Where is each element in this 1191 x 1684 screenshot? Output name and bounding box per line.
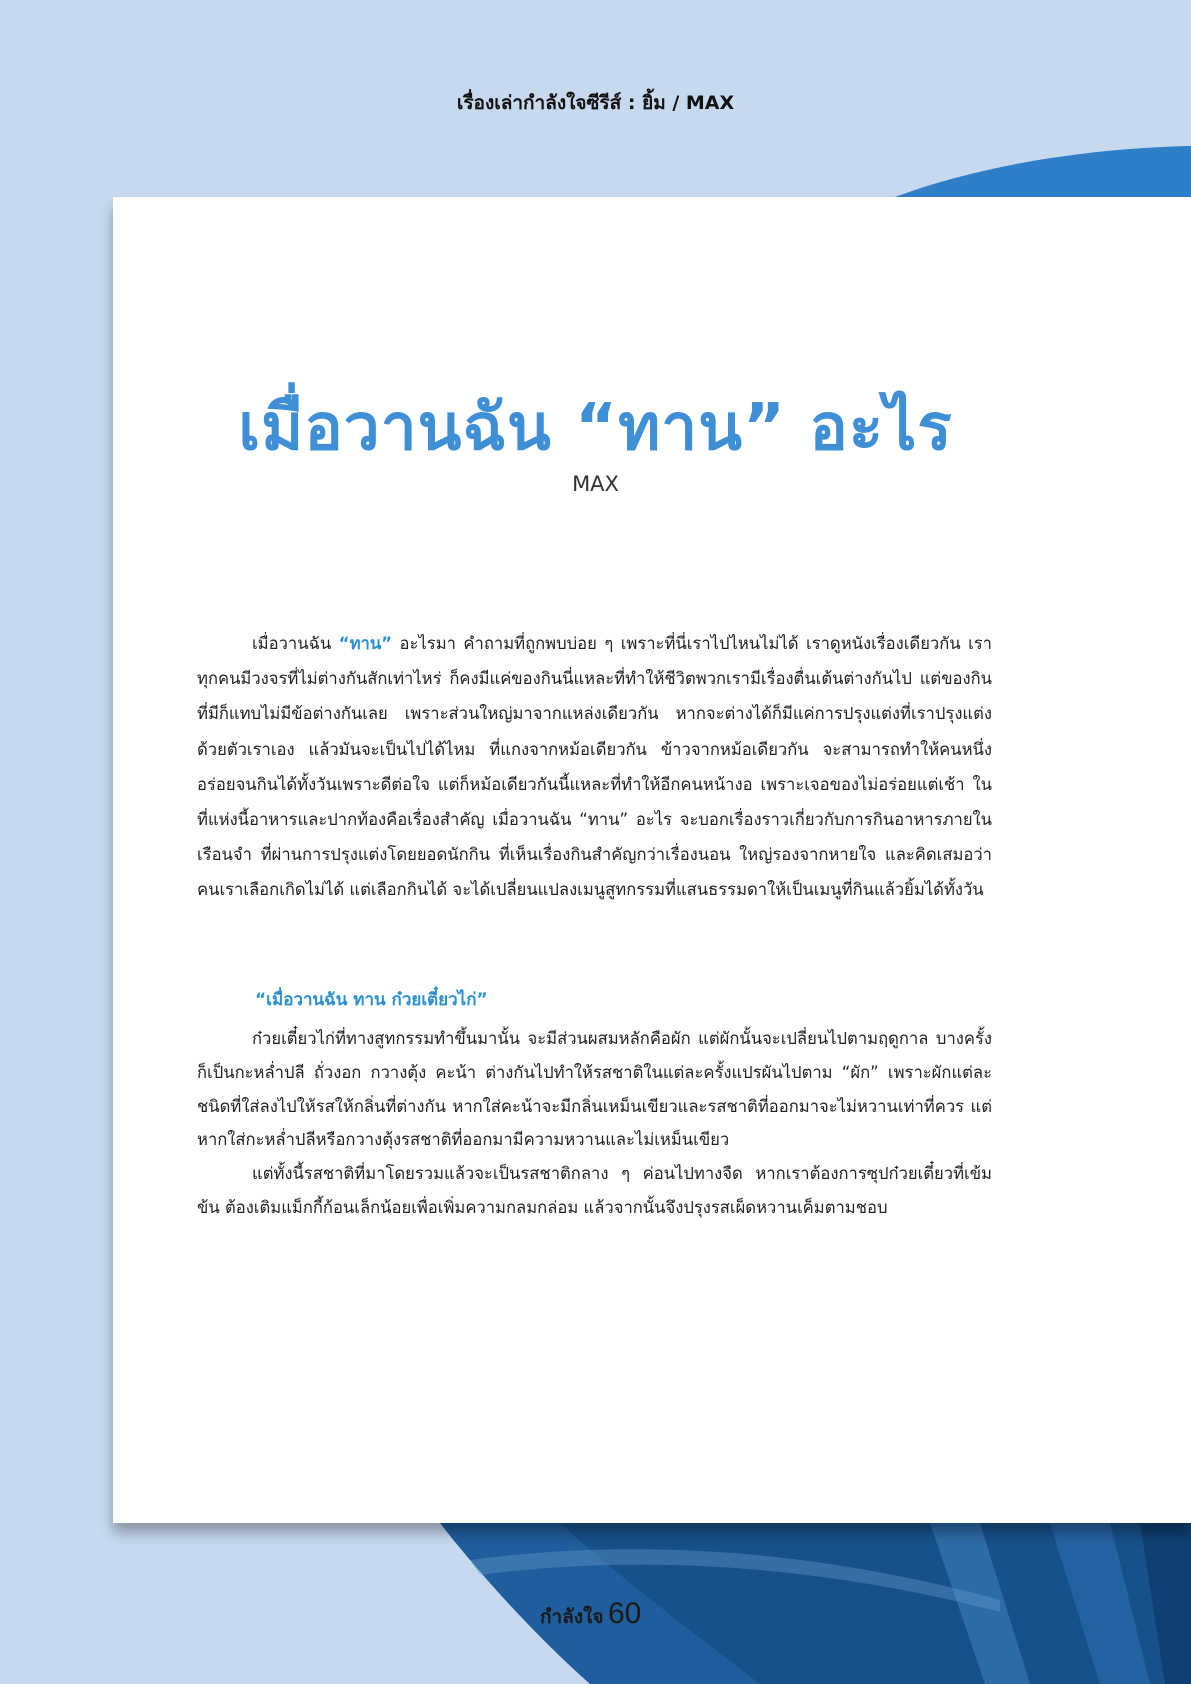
section-paragraph-2: แต่ทั้งนี้รสชาติที่มาโดยรวมแล้วจะเป็นรสชาติกลาง ๆ ค่อนไปทางจืด หากเราต้องการซุปก๋วยเตี๋ยวที่เข้มข้น ต้องเติมแม็กกี้ก้อนเล็กน้อยเพื่อเพิ่มความกลมกล่อม แล้วจากนั้นจึงปรุงรสเผ็ดหวานเค็มตามชอบ — [197, 1164, 992, 1217]
intro-paragraph — [197, 626, 992, 908]
section-paragraph-1: ก๋วยเตี๋ยวไก่ที่ทางสูทกรรมทำขึ้นมานั้น จะมีส่วนผสมหลักคือผัก แต่ผักนั้นจะเปลี่ยนไปตามฤดูกาล บางครั้งก็เป็นกะหล่ำปลี ถั่วงอก กวางตุ้ง คะน้า ต่างกันไปทำให้รสชาติในแต่ละครั้งแปรผันไปตาม “ผัก” เพราะผักแต่ละชนิดที่ใส่ลงไปให้รสให้กลิ่นที่ต่างกัน หากใส่คะน้าจะมีกลิ่นเหม็นเขียวและรสชาติที่ออกมาจะไม่หวานเท่าที่ควร แต่หากใส่กะหล่ำปลีหรือกวางตุ้งรสชาติที่ออกมามีความหวานและไม่เหม็นเขียว — [197, 1029, 992, 1150]
section-heading: “เมื่อวานฉัน ทาน ก๋วยเตี๋ยวไก่” — [255, 990, 488, 1010]
intro-lead: เมื่อวานฉัน — [252, 634, 339, 653]
magazine-name: กำลังใจ — [540, 1607, 604, 1628]
article-title: เมื่อวานฉัน “ทาน” อะไร — [238, 391, 953, 465]
intro-text: อะไรมา คำถามที่ถูกพบบ่อย ๆ เพราะที่นี่เราไปไหนไม่ได้ เราดูหนังเรื่องเดียวกัน เราทุกคนมีวงจรที่ไม่ต่างกันสักเท่าไหร่ ก็คงมีแค่ของกินนี่แหละที่ทำให้ชีวิตพวกเรามีเรื่องตื่นเต้นต่างกันไป แต่ของกินที่มีก็แทบไม่มีข้อต่างกันเลย เพราะส่วนใหญ่มาจากแหล่งเดียวกัน หากจะต่างได้ก็มีแค่การปรุงแต่งที่เราปรุงแต่งด้วยตัวเราเอง แล้วมันจะเป็นไปได้ไหม ที่แกงจากหม้อเดียวกัน ข้าวจากหม้อเดียวกัน จะสามารถทำให้คนหนึ่งอร่อยจนกินได้ทั้งวันเพราะดีต่อใจ แต่ก็หม้อเดียวกันนี้แหละที่ทำให้อีกคนหน้างอ เพราะเจอของไม่อร่อยแต่เช้า ในที่แห่งนี้อาหารและปากท้องคือเรื่องสำคัญ เมื่อวานฉัน “ทาน” อะไร จะบอกเรื่องราวเกี่ยวกับการกินอาหารภายในเรือนจำ ที่ผ่านการปรุงแต่งโดยยอดนักกิน ที่เห็นเรื่องกินสำคัญกว่าเรื่องนอน ใหญ่รองจากหายใจ และคิดเสมอว่า คนเราเลือกเกิดไม่ได้ แต่เลือกกินได้ จะได้เปลี่ยนแปลงเมนูสูทกรรมที่แสนธรรมดาให้เป็นเมนูที่กินแล้วยิ้มได้ทั้งวัน — [197, 634, 992, 900]
intro-highlight: “ทาน” — [338, 634, 393, 653]
article-author: MAX — [572, 472, 619, 496]
section-body — [197, 1022, 992, 1225]
series-header: เรื่องเล่ากำลังใจซีรีส์ : ยิ้ม / MAX — [456, 92, 735, 114]
page-footer — [540, 1597, 690, 1632]
page-number: 60 — [607, 1597, 642, 1630]
